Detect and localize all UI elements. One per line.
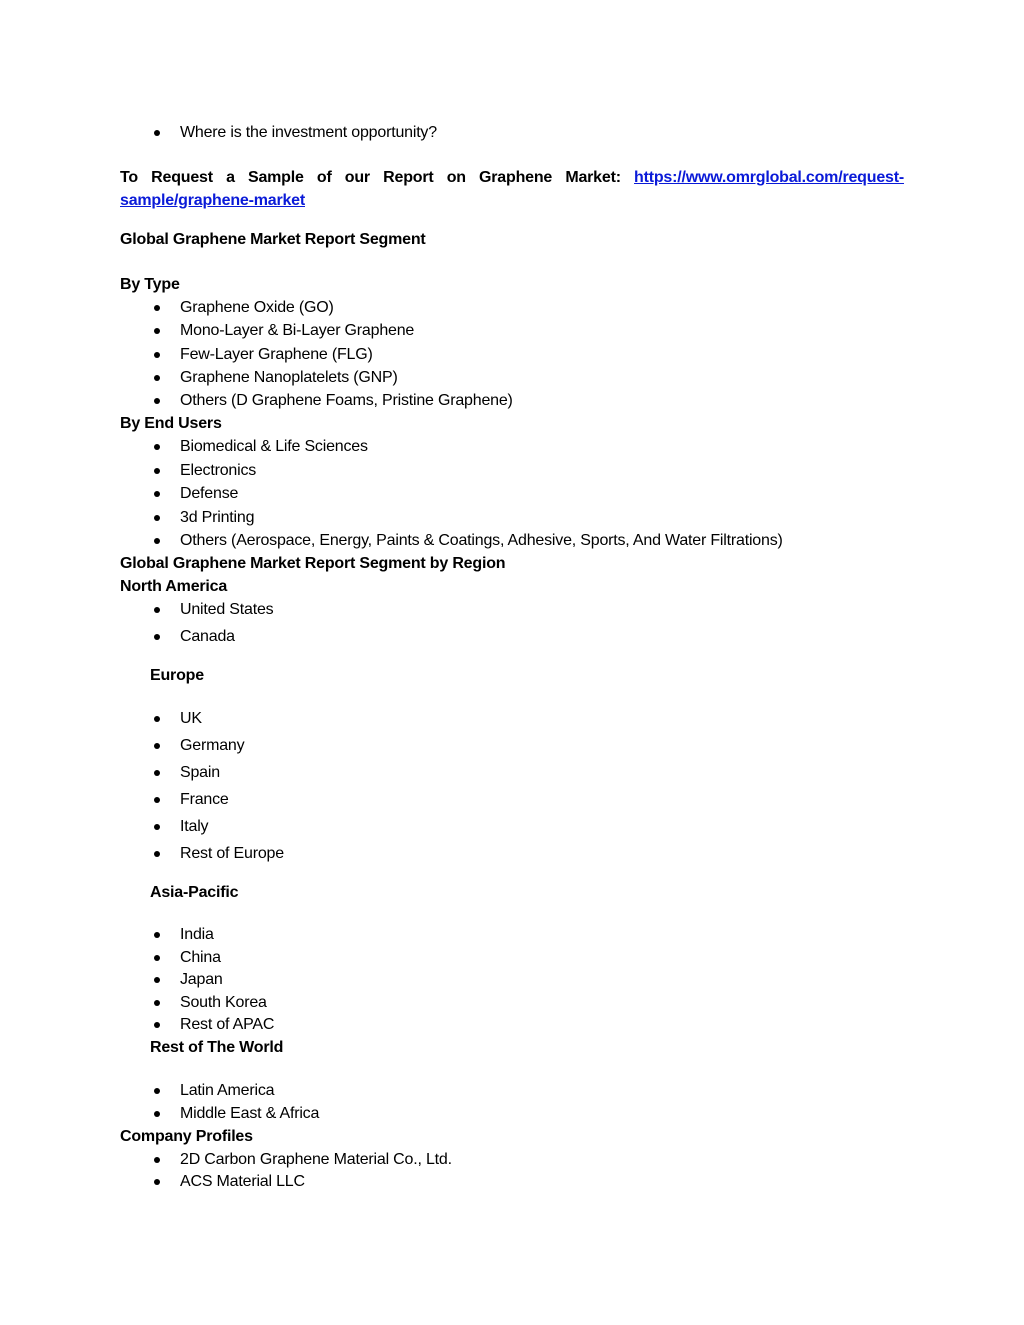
request-sample-line: [120, 168, 904, 188]
list-item: Germany: [180, 737, 245, 754]
bullet-icon: [154, 491, 160, 497]
bullet-icon: [154, 1022, 160, 1028]
list-item: 2D Carbon Graphene Material Co., Ltd.: [180, 1151, 452, 1168]
bullet-icon: [154, 932, 160, 938]
list-item: UK: [180, 710, 202, 727]
bullet-icon: [154, 743, 160, 749]
bullet-icon: [154, 1000, 160, 1006]
bullet-icon: [154, 1157, 160, 1163]
list-item: France: [180, 791, 229, 808]
by-type-heading: By Type: [120, 276, 180, 293]
request-sample-link-continued[interactable]: sample/graphene-market: [120, 192, 306, 209]
list-item: 3d Printing: [180, 509, 255, 526]
list-item: Latin America: [180, 1082, 275, 1099]
bullet-icon: [154, 444, 160, 450]
list-item: China: [180, 949, 221, 966]
list-item: Canada: [180, 628, 235, 645]
list-item: Graphene Oxide (GO): [180, 299, 334, 316]
list-item: Graphene Nanoplatelets (GNP): [180, 369, 398, 386]
bullet-icon: [154, 955, 160, 961]
bullet-icon: [154, 398, 160, 404]
segment-title: Global Graphene Market Report Segment: [120, 231, 426, 248]
request-word: Report: [383, 169, 434, 186]
bullet-icon: [154, 634, 160, 640]
bullet-icon: [154, 375, 160, 381]
bullet-icon: [154, 1111, 160, 1117]
company-profiles-heading: Company Profiles: [120, 1128, 253, 1145]
bullet-icon: [154, 538, 160, 544]
list-item: Defense: [180, 485, 239, 502]
region-title: Global Graphene Market Report Segment by Region: [120, 555, 506, 572]
list-item: Middle East & Africa: [180, 1105, 320, 1122]
list-item: Rest of APAC: [180, 1016, 275, 1033]
list-item: Few-Layer Graphene (FLG): [180, 346, 373, 363]
request-word: a: [226, 169, 235, 186]
bullet-icon: [154, 468, 160, 474]
request-word: Market:: [565, 169, 621, 186]
list-item: Where is the investment opportunity?: [180, 124, 437, 141]
list-item: ACS Material LLC: [180, 1173, 305, 1190]
request-word: To: [120, 169, 138, 186]
bullet-icon: [154, 1179, 160, 1185]
request-word: Request: [151, 169, 213, 186]
list-item: Spain: [180, 764, 220, 781]
bullet-icon: [154, 515, 160, 521]
list-item: South Korea: [180, 994, 267, 1011]
list-item: Mono-Layer & Bi-Layer Graphene: [180, 322, 415, 339]
list-item: United States: [180, 601, 274, 618]
asia-pacific-heading: Asia-Pacific: [150, 884, 239, 901]
request-sample-link[interactable]: https://www.omrglobal.com/request-: [634, 169, 904, 186]
list-item: Japan: [180, 971, 223, 988]
request-word: our: [344, 169, 370, 186]
bullet-icon: [154, 130, 160, 136]
list-item: Others (D Graphene Foams, Pristine Graphene): [180, 392, 513, 409]
list-item: Rest of Europe: [180, 845, 284, 862]
by-end-users-heading: By End Users: [120, 415, 222, 432]
list-item: India: [180, 926, 214, 943]
rest-of-world-heading: Rest of The World: [150, 1039, 284, 1056]
bullet-icon: [154, 851, 160, 857]
list-item: Italy: [180, 818, 209, 835]
bullet-icon: [154, 328, 160, 334]
request-word: Sample: [247, 169, 304, 186]
request-word: on: [446, 169, 466, 186]
bullet-icon: [154, 607, 160, 613]
bullet-icon: [154, 977, 160, 983]
bullet-icon: [154, 716, 160, 722]
bullet-icon: [154, 770, 160, 776]
north-america-heading: North America: [120, 578, 228, 595]
europe-heading: Europe: [150, 667, 204, 684]
bullet-icon: [154, 797, 160, 803]
bullet-icon: [154, 305, 160, 311]
list-item: Biomedical & Life Sciences: [180, 438, 368, 455]
bullet-icon: [154, 1088, 160, 1094]
bullet-icon: [154, 352, 160, 358]
request-word: Graphene: [479, 169, 553, 186]
list-item: Others (Aerospace, Energy, Paints & Coatings, Adhesive, Sports, And Water Filtrations): [180, 532, 783, 549]
request-word: of: [316, 169, 332, 186]
list-item: Electronics: [180, 462, 257, 479]
bullet-icon: [154, 824, 160, 830]
